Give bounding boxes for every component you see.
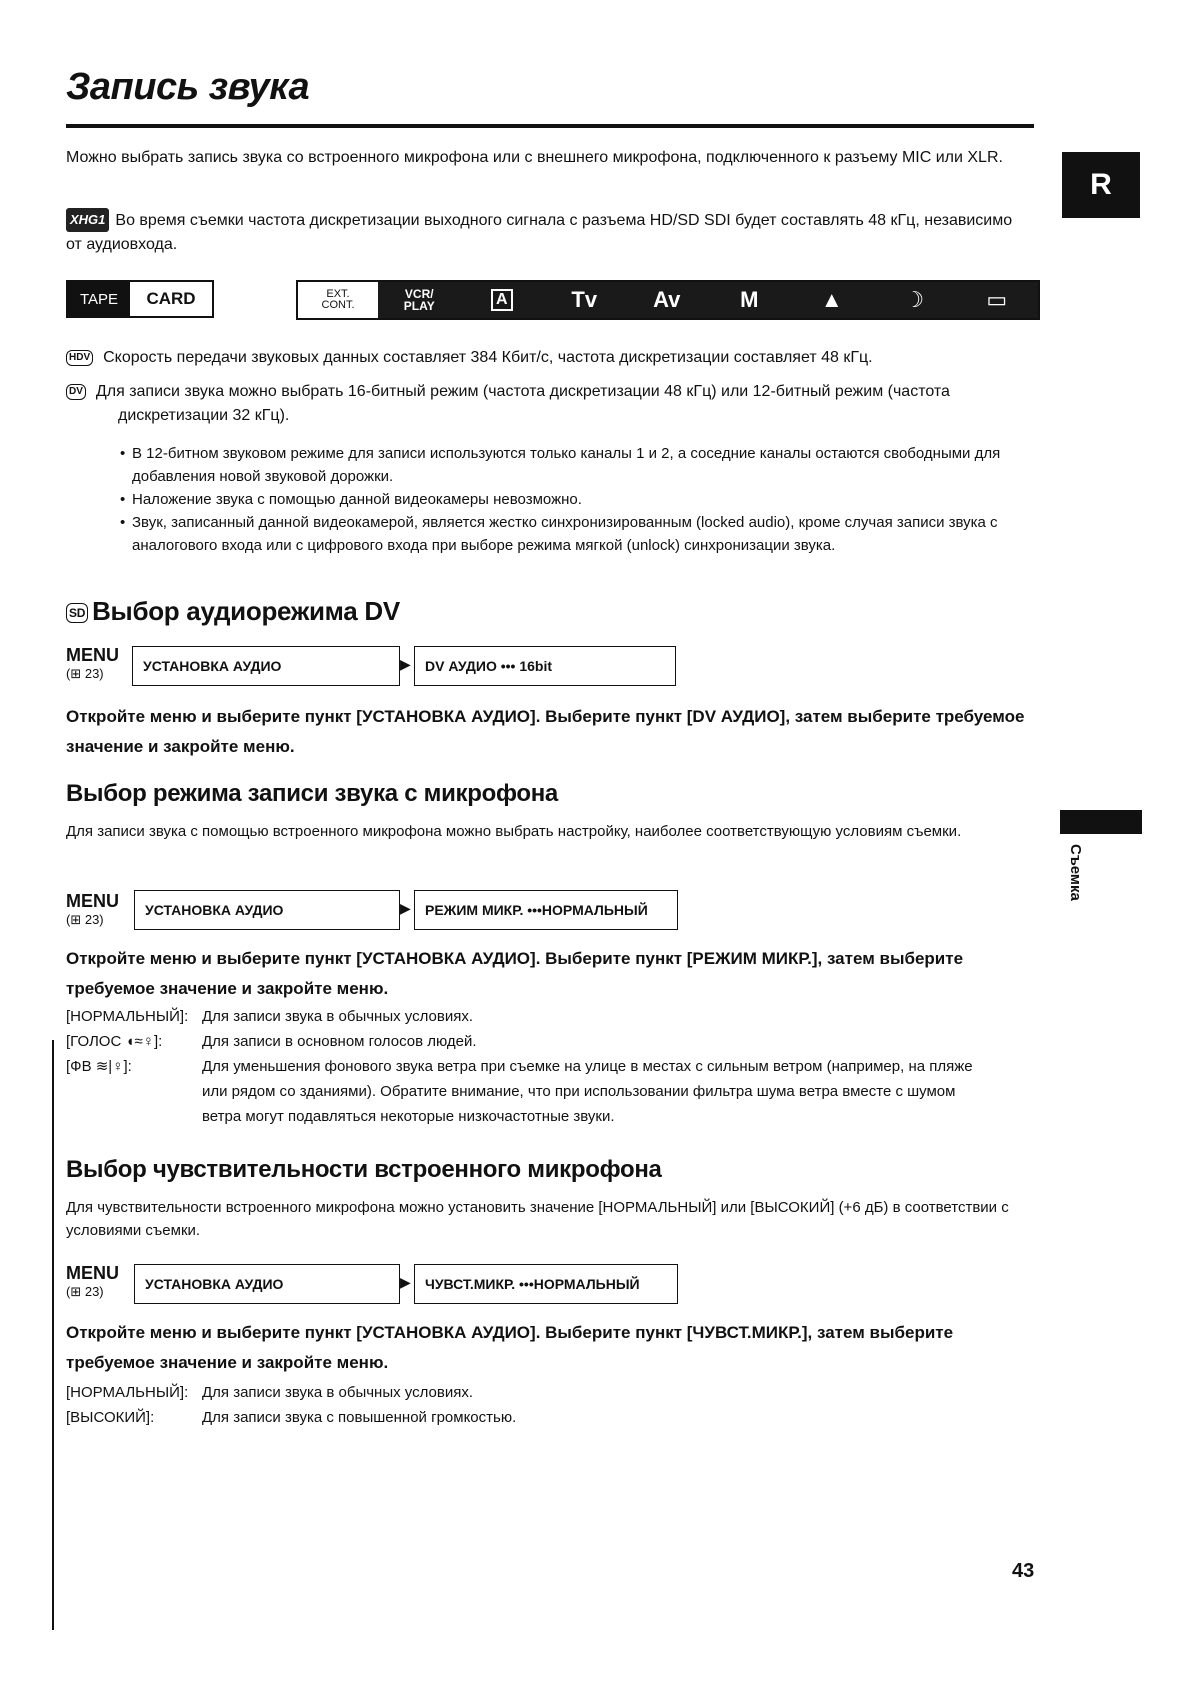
list-item: • Наложение звука с помощью данной видеокамеры невозможно. xyxy=(118,488,1038,511)
section-dv-audio-heading xyxy=(66,596,400,627)
mode-screen-icon: ▭ xyxy=(986,287,1008,312)
menu-path-dv-audio: DV АУДИО ••• 16bit xyxy=(414,646,676,686)
sd-icon: SD xyxy=(66,603,88,623)
option-key: [ВЫСОКИЙ]: xyxy=(66,1409,155,1426)
option-value: Для записи звука с повышенной громкостью. xyxy=(202,1409,517,1426)
mode-auto-icon: A xyxy=(491,289,513,311)
section-tab-label: Съемка xyxy=(1067,844,1084,901)
instruction-text: Откройте меню и выберите пункт [УСТАНОВКА АУДИО]. Выберите пункт [РЕЖИМ МИКР.], затем выберите требуемое значение и закройте меню. xyxy=(66,949,964,998)
dv-icon: DV xyxy=(66,384,86,400)
option-row xyxy=(66,1380,996,1405)
dv-note xyxy=(66,380,1048,428)
mode-tv: Tv xyxy=(571,287,598,312)
option-value: Для записи звука в обычных условиях. xyxy=(202,1384,474,1401)
section-mic-sensitivity-heading: Выбор чувствительности встроенного микрофона xyxy=(66,1156,662,1183)
option-key: [НОРМАЛЬНЫЙ]: xyxy=(66,1384,189,1401)
section-heading-text: Выбор аудиорежима DV xyxy=(92,596,400,626)
page-number: 43 xyxy=(1012,1560,1035,1582)
option-key: [ФВ ≋|♀]: xyxy=(66,1058,132,1075)
menu-label: MENU xyxy=(66,891,119,911)
mode-auto xyxy=(461,282,544,318)
option-key: [ГОЛОС ◖≈♀]: xyxy=(66,1033,163,1050)
hdv-note xyxy=(66,346,1026,370)
menu-path-audio-setup: УСТАНОВКА АУДИО xyxy=(134,890,400,930)
mode-night-icon: ☽ xyxy=(904,287,925,312)
chapter-tab: R xyxy=(1062,152,1140,218)
mode-spotlight-icon: ▲ xyxy=(820,287,843,312)
option-value: Для записи в основном голосов людей. xyxy=(202,1033,477,1050)
mode-vcr-line1: VCR/ xyxy=(404,287,434,301)
menu-page-ref: (⊞ 23) xyxy=(66,912,104,927)
list-item: • Звук, записанный данной видеокамерой, является жестко синхронизированным (locked audio), кроме случая записи звука с аналогового входа или с цифрового входа при выборе режима мягкой (unlock) синхронизации звука. xyxy=(118,511,1038,557)
menu-page-ref: (⊞ 23) xyxy=(66,1284,104,1299)
menu-page-ref: (⊞ 23) xyxy=(66,666,104,681)
mode-vcr-line2: PLAY xyxy=(403,299,435,313)
section-mic-sensitivity-text: Для чувствительности встроенного микрофона можно установить значение [НОРМАЛЬНЫЙ] или [ВЫСОКИЙ] (+6 дБ) в соответствии с условиями съемки. xyxy=(66,1199,1009,1239)
mic-sensitivity-options xyxy=(66,1380,996,1430)
arrow-right-icon: ▶ xyxy=(400,1274,411,1290)
section-tab-bar xyxy=(1060,810,1142,834)
section-mic-mode-text: Для записи звука с помощью встроенного микрофона можно выбрать настройку, наиболее соответствующую условиям съемки. xyxy=(66,823,962,840)
section-mic-mode-heading: Выбор режима записи звука с микрофона xyxy=(66,780,558,807)
menu-path-mic-mode: РЕЖИМ МИКР. •••НОРМАЛЬНЫЙ xyxy=(414,890,678,930)
mic-mode-options xyxy=(66,1004,996,1129)
option-value: Для уменьшения фонового звука ветра при съемке на улице в местах с сильным ветром (например, на пляже или рядом со зданиями). Обратите внимание, что при использовании фильтра шума ветра вместе с шумом ветра могут подавляться некоторые низкочастотные звуки. xyxy=(202,1058,973,1125)
arrow-right-icon: ▶ xyxy=(400,656,411,672)
media-indicator xyxy=(66,280,214,318)
hdv-note-text: Скорость передачи звуковых данных составляет 384 Кбит/с, частота дискретизации составляет 48 кГц. xyxy=(103,349,873,366)
page-title: Запись звука xyxy=(66,66,310,108)
option-row xyxy=(66,1029,996,1054)
menu-path-audio-setup: УСТАНОВКА АУДИО xyxy=(132,646,400,686)
menu-label: MENU xyxy=(66,1263,119,1283)
option-row xyxy=(66,1004,996,1029)
media-card: CARD xyxy=(130,282,212,316)
mode-ext-line2: CONT. xyxy=(321,299,355,311)
xh-model-badge: XHG1 xyxy=(66,208,109,232)
mode-ext-line1: EXT. xyxy=(326,288,350,300)
option-row xyxy=(66,1054,996,1129)
margin-rule xyxy=(52,1040,54,1630)
intro-text: Можно выбрать запись звука со встроенного микрофона или с внешнего микрофона, подключенного к разъему MIC или XLR. xyxy=(66,149,1003,166)
xh-note-text: Во время съемки частота дискретизации выходного сигнала с разъема HD/SD SDI будет составлять 48 кГц, независимо от аудиовхода. xyxy=(66,212,1013,253)
option-value: Для записи звука в обычных условиях. xyxy=(202,1008,474,1025)
hdv-icon: HDV xyxy=(66,350,93,366)
mode-av: Av xyxy=(653,287,681,312)
menu-path-mic-sensitivity: ЧУВСТ.МИКР. •••НОРМАЛЬНЫЙ xyxy=(414,1264,678,1304)
media-tape: TAPE xyxy=(68,282,130,316)
dv-note-text: Для записи звука можно выбрать 16-битный режим (частота дискретизации 48 кГц) или 12-битный режим (частота дискретизации 32 кГц). xyxy=(95,383,950,424)
mode-strip xyxy=(296,280,1040,320)
menu-path-audio-setup: УСТАНОВКА АУДИО xyxy=(134,1264,400,1304)
arrow-right-icon: ▶ xyxy=(400,900,411,916)
notes-list xyxy=(118,442,1038,557)
mode-ext-cont xyxy=(298,282,378,318)
menu-label: MENU xyxy=(66,645,119,665)
option-row xyxy=(66,1405,996,1430)
xh-note xyxy=(66,208,1026,257)
list-item: • В 12-битном звуковом режиме для записи используются только каналы 1 и 2, а соседние каналы остаются свободными для добавления новой звуковой дорожки. xyxy=(118,442,1038,488)
mode-vcr-play xyxy=(378,282,461,318)
instruction-text: Откройте меню и выберите пункт [УСТАНОВКА АУДИО]. Выберите пункт [ЧУВСТ.МИКР.], затем выберите требуемое значение и закройте меню. xyxy=(66,1323,954,1372)
mode-m: M xyxy=(740,287,759,312)
title-divider xyxy=(66,124,1034,128)
instruction-text: Откройте меню и выберите пункт [УСТАНОВКА АУДИО]. Выберите пункт [DV АУДИО], затем выберите требуемое значение и закройте меню. xyxy=(66,707,1025,756)
option-key: [НОРМАЛЬНЫЙ]: xyxy=(66,1008,189,1025)
